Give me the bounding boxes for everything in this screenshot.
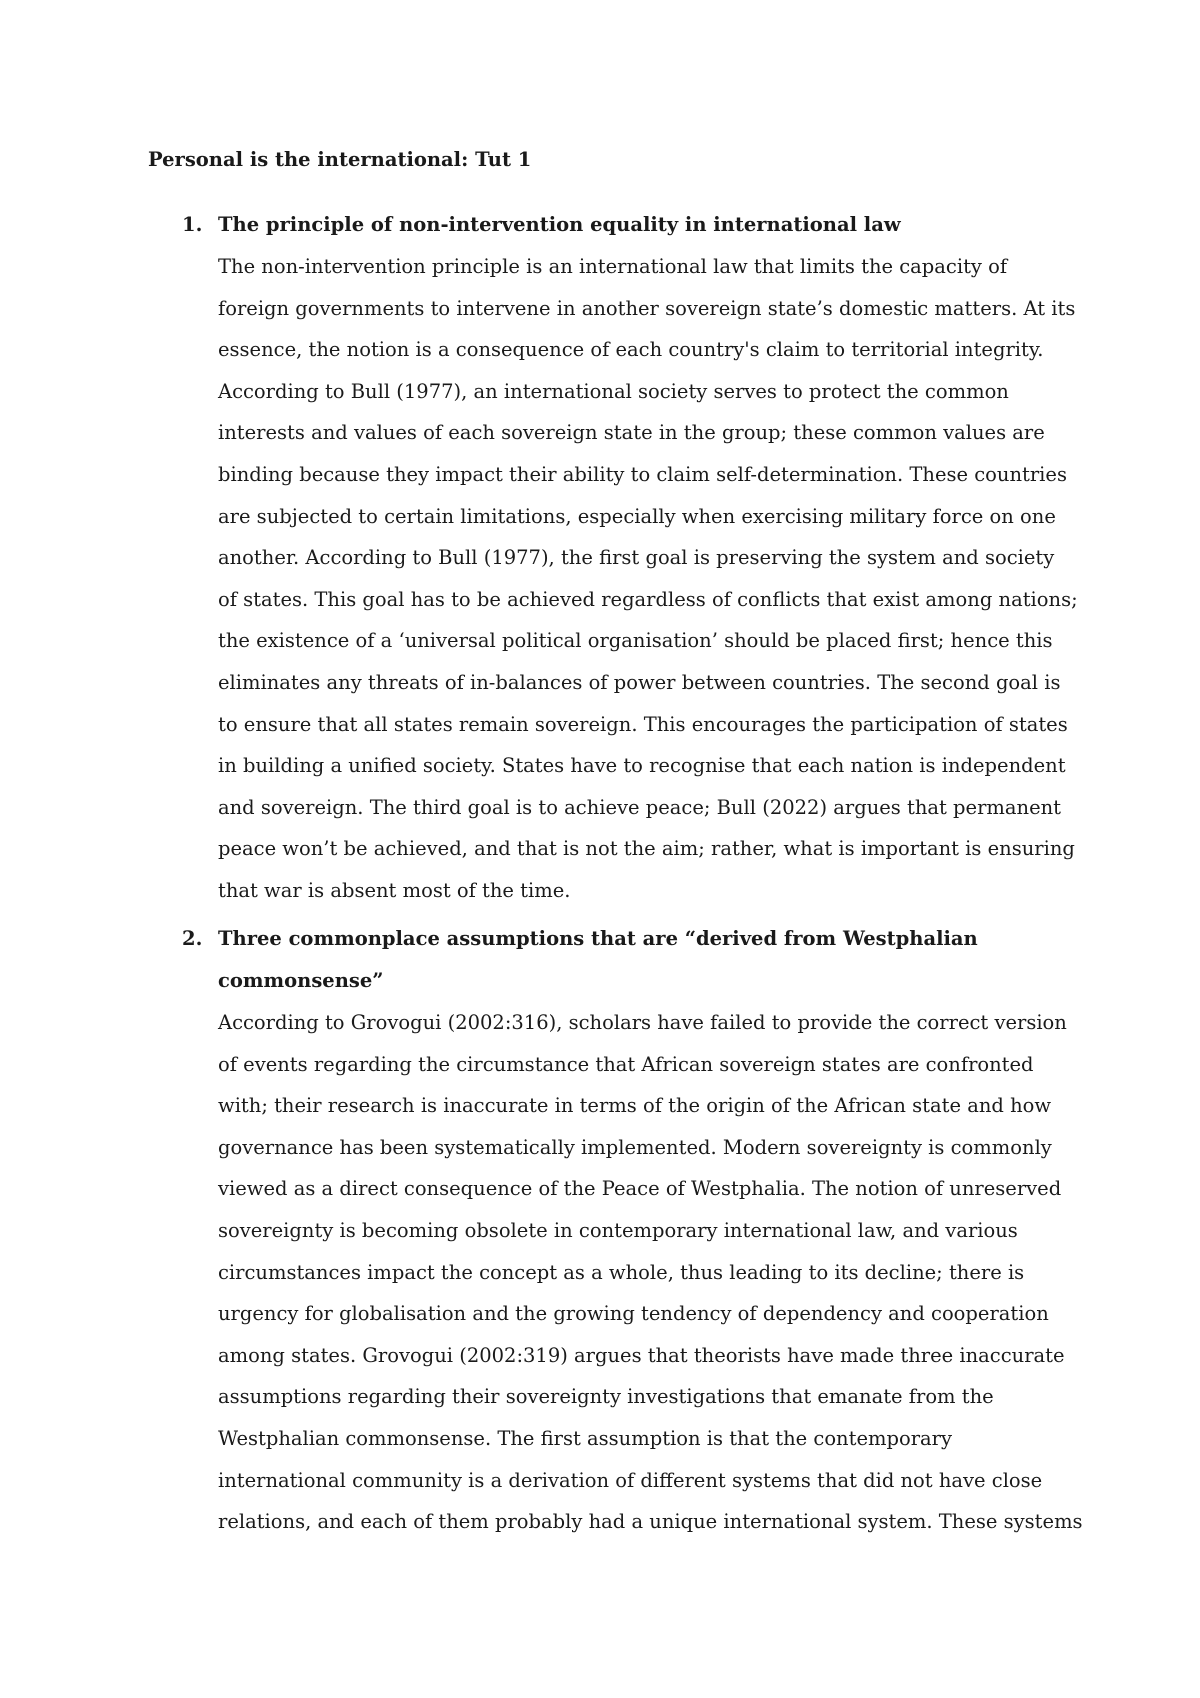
section-body [218,246,1078,912]
heading-line: The principle of non-intervention equality in international law [218,213,901,236]
document-title: Personal is the international: Tut 1 [148,148,532,171]
body-line: According to Bull (1977), an international society serves to protect the common [218,379,1009,403]
body-line: peace won’t be achieved, and that is not the aim; rather, what is important is ensuring [218,837,1075,861]
body-line: assumptions regarding their sovereignty investigations that emanate from the [218,1385,994,1409]
body-line: of events regarding the circumstance that African sovereign states are confronted [218,1052,1034,1076]
body-line: urgency for globalisation and the growing tendency of dependency and cooperation [218,1302,1049,1326]
body-line: interests and values of each sovereign state in the group; these common values are [218,421,1045,445]
body-line: with; their research is inaccurate in terms of the origin of the African state and how [218,1094,1052,1118]
body-line: The non-intervention principle is an international law that limits the capacity of [218,255,1008,278]
section-heading [218,918,978,1002]
body-line: sovereignty is becoming obsolete in contemporary international law, and various [218,1218,1018,1242]
body-line: relations, and each of them probably had a unique international system. These systems [218,1510,1083,1534]
body-line: are subjected to certain limitations, especially when exercising military force on one [218,504,1056,528]
body-line: According to Grovogui (2002:316), scholars have failed to provide the correct version [218,1011,1067,1034]
body-line: essence, the notion is a consequence of each country's claim to territorial integrity. [218,338,1044,362]
section-number: 1. [182,213,203,236]
body-line: viewed as a direct consequence of the Peace of Westphalia. The notion of unreserved [218,1177,1062,1201]
heading-line: commonsense” [218,969,384,992]
body-line: another. According to Bull (1977), the first goal is preserving the system and society [218,546,1055,570]
body-line: Westphalian commonsense. The first assumption is that the contemporary [218,1426,952,1450]
body-line: the existence of a ‘universal political organisation’ should be placed first; hence this [218,629,1053,653]
body-line: to ensure that all states remain sovereign. This encourages the participation of states [218,712,1068,736]
body-line: that war is absent most of the time. [218,878,571,902]
heading-line: Three commonplace assumptions that are “derived from Westphalian [218,927,978,950]
body-line: binding because they impact their ability to claim self-determination. These countries [218,462,1067,486]
body-line: in building a unified society. States have to recognise that each nation is independent [218,754,1066,778]
section-number: 2. [182,927,203,950]
body-line: international community is a derivation of different systems that did not have close [218,1468,1043,1492]
section-heading [218,204,901,246]
body-line: among states. Grovogui (2002:319) argues that theorists have made three inaccurate [218,1343,1065,1367]
body-line: governance has been systematically implemented. Modern sovereignty is commonly [218,1135,1052,1159]
section-body [218,1002,1083,1543]
body-line: and sovereign. The third goal is to achieve peace; Bull (2022) argues that permanent [218,795,1062,819]
body-line: eliminates any threats of in-balances of power between countries. The second goal is [218,670,1061,694]
body-line: foreign governments to intervene in another sovereign state’s domestic matters. At its [218,296,1076,320]
body-line: of states. This goal has to be achieved regardless of conflicts that exist among nations; [218,587,1078,611]
body-line: circumstances impact the concept as a whole, thus leading to its decline; there is [218,1260,1025,1284]
